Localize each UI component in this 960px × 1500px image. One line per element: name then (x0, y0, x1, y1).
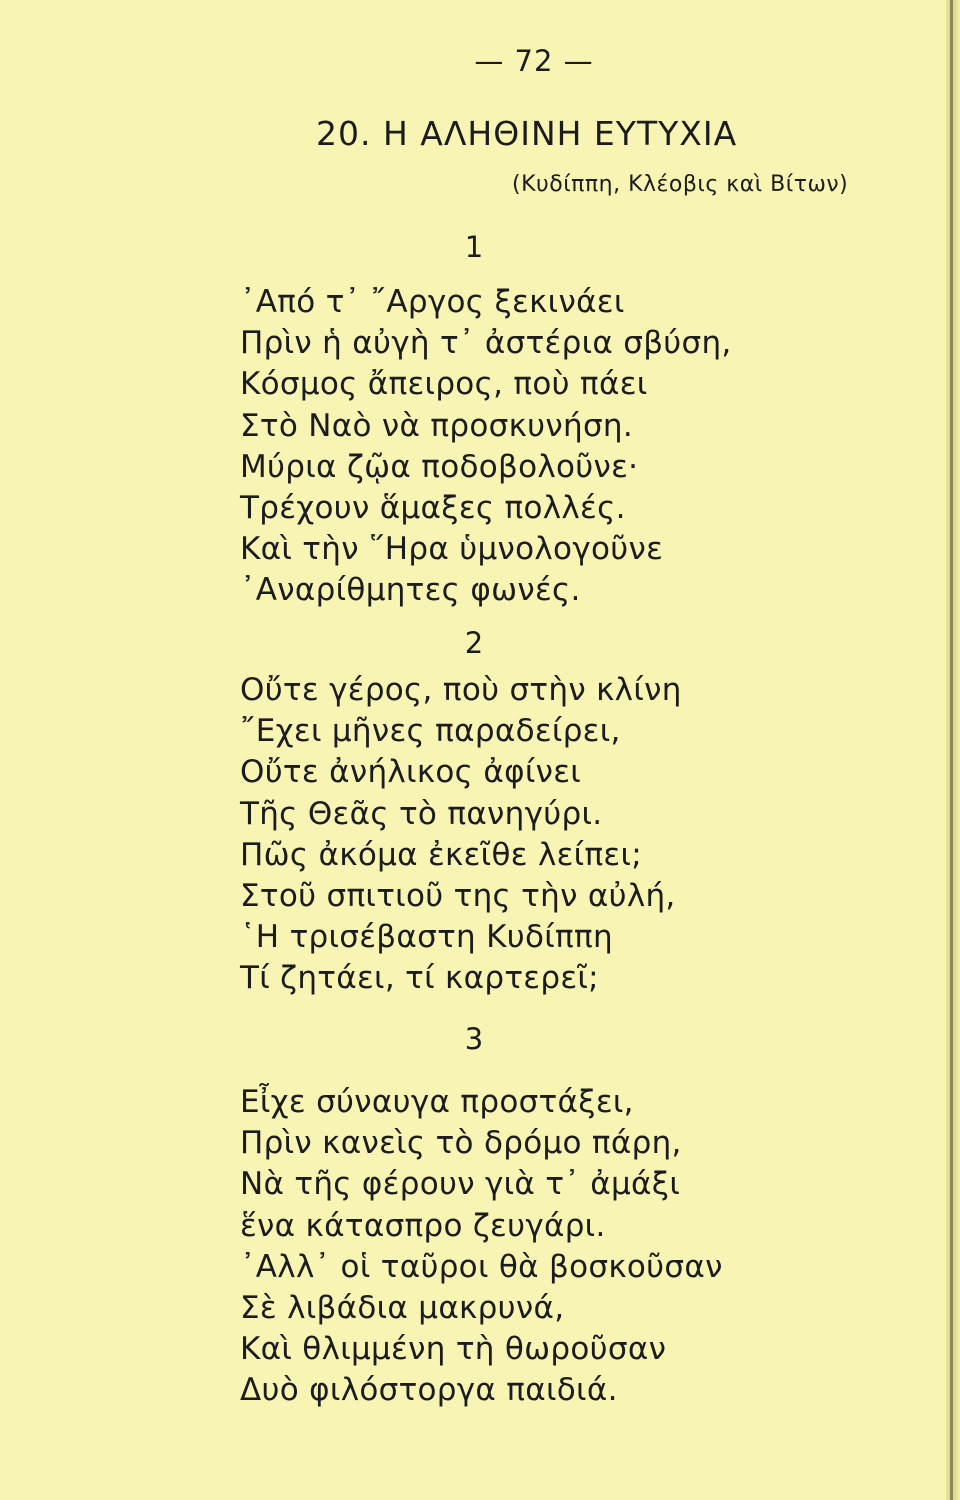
section-number-2: 2 (464, 626, 484, 660)
verse-line: Τῆς Θεᾶς τὸ πανηγύρι. (240, 795, 603, 832)
poem-title: 20. Η ΑΛΗΘΙΝΗ ΕΥΤΥΧΙΑ (316, 114, 738, 153)
stanza-1 (240, 282, 800, 612)
poem-subtitle: (Κυδίππη, Κλέοβις καὶ Βίτων) (512, 172, 849, 197)
verse-line: Τρέχουν ἅμαξες πολλές. (240, 490, 626, 527)
verse-line: Πρὶν κανεὶς τὸ δρόμο πάρη, (240, 1125, 682, 1162)
stanza-3 (240, 1082, 800, 1412)
verse-line: ἕνα κάτασπρο ζευγάρι. (240, 1207, 606, 1244)
verse-line: Νὰ τῆς φέρουν γιὰ τ᾿ ἀμάξι (240, 1166, 681, 1203)
verse-line: Στὸ Ναὸ νὰ προσκυνήση. (240, 407, 633, 444)
verse-line: ῾Η τρισέβαστη Κυδίππη (240, 919, 613, 956)
verse-line: ᾿Αναρίθμητες φωνές. (240, 572, 581, 609)
verse-line: Πῶς ἀκόμα ἐκεῖθε λείπει; (240, 836, 642, 873)
verse-line: ῎Εχει μῆνες παραδείρει, (240, 713, 621, 750)
binding-shadow (950, 0, 953, 1500)
verse-line: Σὲ λιβάδια μακρυνά, (240, 1290, 565, 1327)
verse-line: Μύρια ζῷα ποδοβολοῦνε· (240, 448, 639, 485)
verse-line: ᾿Αλλ᾿ οἱ ταῦροι θὰ βοσκοῦσαν (240, 1248, 723, 1285)
verse-line: Κόσμος ἄπειρος, ποὺ πάει (240, 366, 648, 403)
section-number-3: 3 (464, 1022, 484, 1056)
page-number: — 72 — (474, 44, 594, 78)
verse-line: Οὔτε γέρος, ποὺ στὴν κλίνη (240, 672, 682, 708)
page-edge (946, 0, 960, 1500)
verse-line: Εἶχε σύναυγα προστάξει, (240, 1084, 634, 1120)
verse-line: Καὶ θλιμμένη τὴ θωροῦσαν (240, 1331, 667, 1368)
verse-line: Καὶ τὴν ῞Ηρα ὑμνολογοῦνε (240, 531, 664, 568)
verse-line: Οὔτε ἀνήλικος ἀφίνει (240, 754, 582, 791)
verse-line: ᾿Από τ᾿ ῎Αργος ξεκινάει (240, 284, 625, 320)
section-number-1: 1 (464, 230, 484, 264)
verse-line: Τί ζητάει, τί καρτερεῖ; (240, 960, 599, 997)
verse-line: Δυὸ φιλόστοργα παιδιά. (240, 1372, 618, 1409)
stanza-2 (240, 670, 800, 1000)
verse-line: Πρὶν ἡ αὐγὴ τ᾿ ἀστέρια σβύση, (240, 325, 732, 362)
verse-line: Στοῦ σπιτιοῦ της τὴν αὐλή, (240, 878, 676, 915)
